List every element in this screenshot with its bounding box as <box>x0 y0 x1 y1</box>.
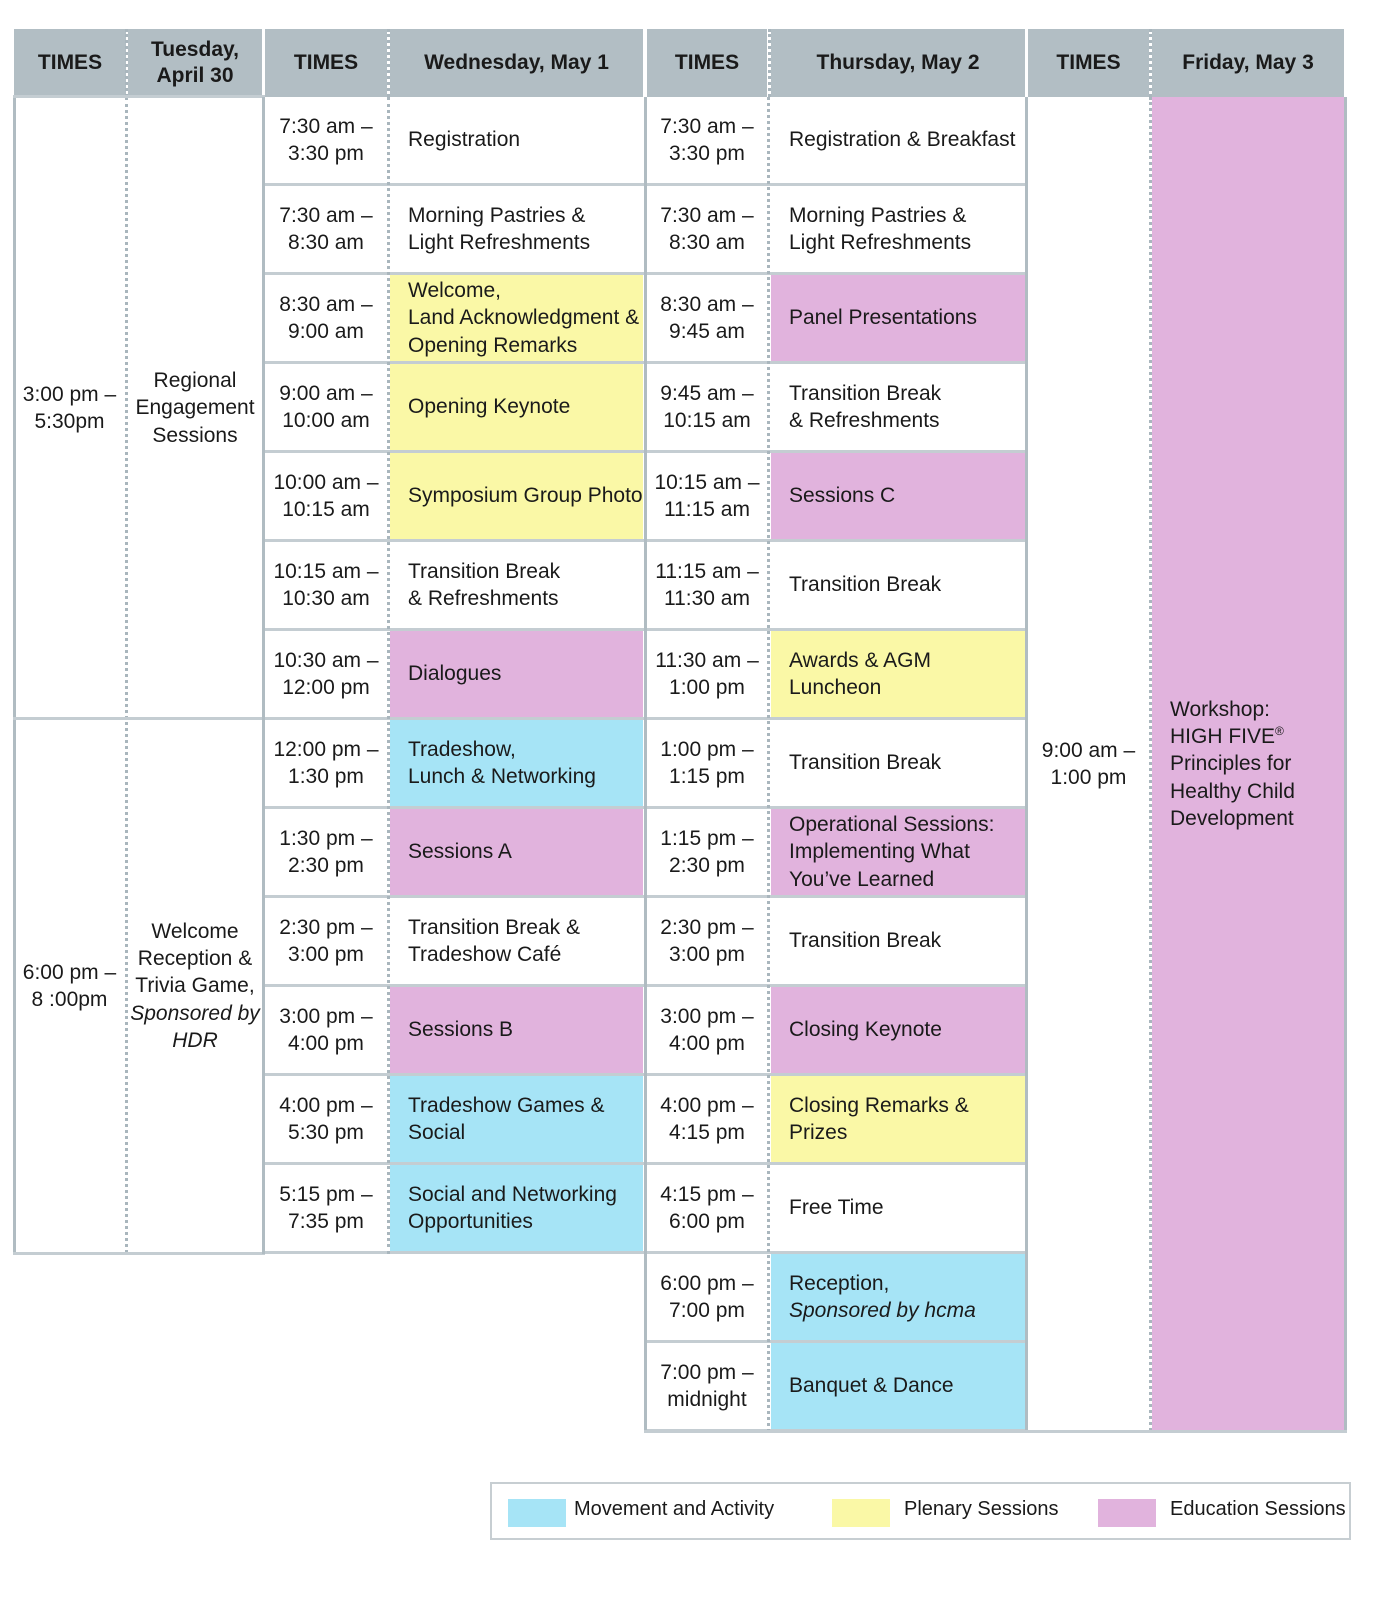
legend-swatch-plenary <box>832 1499 890 1527</box>
time-text-group <box>655 558 759 613</box>
activity-text-group <box>408 393 570 420</box>
tuesday-time-cell <box>14 97 125 719</box>
activity-text: Banquet & Dance <box>789 1374 954 1398</box>
time-cell <box>265 631 387 717</box>
activity-text: You’ve Learned <box>789 867 935 891</box>
activity-text: Reception, <box>789 1271 890 1295</box>
time-text: 8:30 am – <box>279 292 373 316</box>
activity-text: Healthy Child <box>1170 779 1295 803</box>
activity-text: Sessions <box>152 423 238 447</box>
header-divider <box>1149 29 1152 97</box>
activity-text-group <box>789 811 994 893</box>
time-text: 9:00 am – <box>1041 738 1136 762</box>
time-cell <box>265 275 387 361</box>
activity-text: Trivia Game, <box>135 974 255 998</box>
time-text-group <box>279 1092 372 1147</box>
activity-text-group <box>789 380 941 435</box>
time-text: 6:00 pm – <box>22 960 117 984</box>
time-cell <box>647 1165 767 1251</box>
time-text: 10:15 am – <box>654 470 760 494</box>
activity-text: Transition Break <box>789 381 942 405</box>
time-text: 7:30 am – <box>660 203 754 227</box>
friday-time-cell <box>1028 97 1149 1431</box>
time-text: 9:00 am – <box>279 381 373 405</box>
border-line <box>262 97 265 1254</box>
activity-text: Dialogues <box>408 662 502 686</box>
header-friday <box>1152 29 1344 97</box>
time-text: 3:30 pm <box>288 142 364 165</box>
time-text: 9:00 am <box>288 320 364 343</box>
activity-text: Opening Remarks <box>408 333 578 357</box>
activity-cell <box>771 631 1025 717</box>
activity-text: Registration & Breakfast <box>789 128 1016 152</box>
registered-mark: ® <box>1275 724 1284 739</box>
time-text: 4:00 pm – <box>660 1093 754 1117</box>
activity-text: Sessions A <box>408 840 512 864</box>
activity-cell <box>390 631 643 717</box>
time-cell <box>647 720 767 806</box>
activity-cell <box>390 97 643 183</box>
activity-text: Opportunities <box>408 1210 533 1233</box>
time-text: midnight <box>667 1388 747 1411</box>
activity-cell <box>771 987 1025 1073</box>
time-text: 6:00 pm <box>669 1210 745 1233</box>
header-tuesday <box>128 29 262 97</box>
activity-text-group <box>789 571 941 598</box>
header-times-tuesday <box>14 29 126 97</box>
border-line <box>13 1252 265 1255</box>
time-cell <box>647 987 767 1073</box>
activity-cell <box>771 364 1025 450</box>
activity-text: Panel Presentations <box>789 306 977 330</box>
activity-text: Land Acknowledgment & <box>408 306 640 330</box>
activity-cell <box>771 97 1025 183</box>
time-text: 10:00 am <box>282 409 370 432</box>
time-cell <box>647 97 767 183</box>
time-text: 3:00 pm – <box>22 382 117 406</box>
legend-label-movement: Movement and Activity <box>574 1498 775 1520</box>
header-times-wednesday <box>265 29 387 97</box>
time-text-group <box>273 558 378 613</box>
time-text: 1:00 pm <box>669 676 745 699</box>
activity-text: Sessions C <box>789 484 896 508</box>
activity-cell <box>771 720 1025 806</box>
time-cell <box>265 97 387 183</box>
border-line <box>1344 97 1347 1433</box>
time-cell <box>647 809 767 895</box>
activity-text-group <box>408 558 560 613</box>
time-text: 3:00 pm <box>288 943 364 966</box>
time-cell <box>647 631 767 717</box>
activity-text-group <box>789 1092 1025 1147</box>
activity-text-group <box>789 202 971 257</box>
legend <box>490 1482 1351 1540</box>
time-text-group <box>654 469 759 524</box>
activity-text-group <box>789 126 1015 153</box>
time-cell <box>265 987 387 1073</box>
time-text: 8 :00pm <box>31 988 108 1011</box>
time-text: 1:15 pm <box>669 765 745 788</box>
activity-text-group <box>408 126 520 153</box>
time-text-group <box>23 381 116 436</box>
time-text: 10:15 am <box>663 409 751 432</box>
time-text: 9:45 am <box>669 320 745 343</box>
legend-label-education: Education Sessions <box>1170 1498 1346 1520</box>
activity-text: Regional <box>153 369 237 393</box>
time-cell <box>265 898 387 984</box>
time-cell <box>647 186 767 272</box>
friday-activity-cell <box>1152 97 1344 1431</box>
activity-text-group <box>408 482 643 509</box>
activity-text-group <box>130 918 260 1054</box>
tuesday-time-cell <box>14 719 125 1253</box>
time-text-group <box>660 825 753 880</box>
time-cell <box>265 542 387 628</box>
time-cell <box>647 275 767 361</box>
time-text: 5:30pm <box>34 410 105 433</box>
time-text: 11:15 am <box>663 498 750 521</box>
time-text: 2:30 pm <box>288 854 364 877</box>
activity-text: Implementing What <box>789 840 970 864</box>
activity-text-group <box>789 304 977 331</box>
header-label: Wednesday, May 1 <box>424 50 609 74</box>
time-text: 5:15 pm – <box>279 1182 373 1206</box>
time-text: 6:00 pm – <box>660 1271 754 1295</box>
activity-text: Reception & <box>137 947 253 971</box>
activity-text-group <box>408 914 580 969</box>
activity-text-group <box>789 1372 954 1399</box>
activity-text: Principles for <box>1170 752 1292 776</box>
time-cell <box>265 720 387 806</box>
time-text: 10:00 am – <box>273 470 379 494</box>
time-text-group <box>660 1359 753 1414</box>
row-divider <box>263 1251 644 1254</box>
activity-cell <box>771 809 1025 895</box>
activity-text: Symposium Group Photo <box>408 484 643 508</box>
time-text-group <box>655 647 759 702</box>
time-text: 4:00 pm <box>288 1032 364 1055</box>
activity-cell <box>390 1165 643 1251</box>
sponsor-text: HDR <box>172 1028 218 1052</box>
time-text: 1:30 pm <box>288 765 364 788</box>
time-text-group <box>23 959 116 1014</box>
time-text-group <box>660 202 753 257</box>
time-text-group <box>660 380 753 435</box>
time-text: 8:30 am – <box>660 292 754 316</box>
time-text: 4:00 pm – <box>279 1093 373 1117</box>
time-text: 1:00 pm <box>1050 766 1127 789</box>
activity-text: Light Refreshments <box>408 231 591 254</box>
activity-cell <box>771 186 1025 272</box>
activity-text: Tradeshow Games & Social <box>408 1093 605 1144</box>
time-text-group <box>660 113 753 168</box>
header-label: TIMES <box>37 50 103 74</box>
activity-text-group <box>408 736 596 791</box>
activity-text: Workshop: <box>1170 697 1270 721</box>
time-cell <box>265 1165 387 1251</box>
time-text: 3:00 pm – <box>279 1004 373 1028</box>
activity-cell <box>771 542 1025 628</box>
activity-text-group <box>408 1092 643 1147</box>
tuesday-activity-cell <box>128 719 262 1253</box>
time-text-group <box>660 914 753 969</box>
time-cell <box>647 364 767 450</box>
time-text: 8:30 am <box>669 231 745 254</box>
time-text: 10:30 am <box>282 587 370 610</box>
time-cell <box>647 1254 767 1340</box>
activity-cell <box>771 1165 1025 1251</box>
sponsor-text: Sponsored by hcma <box>789 1299 976 1322</box>
activity-text: Awards & AGM Luncheon <box>789 648 931 699</box>
sponsor-text: Sponsored by <box>130 1001 260 1025</box>
activity-text-group <box>408 1181 617 1236</box>
header-divider <box>125 29 128 97</box>
column-divider <box>125 97 128 1253</box>
time-cell <box>265 453 387 539</box>
legend-swatch-movement <box>508 1499 566 1527</box>
activity-text: Light Refreshments <box>789 231 972 254</box>
activity-text <box>1170 723 1295 750</box>
time-text: 10:15 am – <box>273 559 379 583</box>
time-text: 11:30 am <box>663 587 750 610</box>
activity-text-group <box>789 1194 884 1221</box>
activity-text-group <box>408 202 590 257</box>
activity-text: Social and Networking <box>408 1182 617 1206</box>
activity-text-group <box>408 838 512 865</box>
activity-text: & Refreshments <box>789 409 940 432</box>
activity-text: & Refreshments <box>408 587 559 610</box>
time-text: 7:30 am – <box>660 114 754 138</box>
column-divider <box>767 97 770 1432</box>
time-text: 10:15 am <box>282 498 370 521</box>
header-label: TIMES <box>293 50 359 74</box>
activity-cell <box>771 453 1025 539</box>
header-thursday <box>771 29 1025 97</box>
header-label: Thursday, May 2 <box>816 50 980 74</box>
activity-text: Transition Break <box>789 929 942 953</box>
time-cell <box>647 1343 767 1429</box>
time-text-group <box>279 113 372 168</box>
time-cell <box>265 186 387 272</box>
time-text: 3:00 pm – <box>660 1004 754 1028</box>
time-text: 11:30 am – <box>655 648 759 672</box>
time-text-group <box>279 291 372 346</box>
time-text: 12:00 pm <box>282 676 370 699</box>
time-text: 1:30 pm – <box>279 826 373 850</box>
header-label: TIMES <box>674 50 740 74</box>
activity-text-group <box>789 482 895 509</box>
activity-text: Engagement <box>135 396 255 420</box>
activity-cell <box>390 542 643 628</box>
header-label: TIMES <box>1056 50 1121 74</box>
activity-text: Registration <box>408 128 521 152</box>
time-text: 4:00 pm <box>669 1032 745 1055</box>
activity-text: Tradeshow, <box>408 737 516 761</box>
activity-text-group <box>408 1016 513 1043</box>
time-text: 2:30 pm <box>669 854 745 877</box>
time-cell <box>647 1076 767 1162</box>
time-text: 2:30 pm – <box>279 915 373 939</box>
header-times-friday <box>1028 29 1149 97</box>
header-label: April 30 <box>156 64 234 87</box>
time-text-group <box>660 1270 753 1325</box>
time-cell <box>265 1076 387 1162</box>
activity-cell <box>390 275 643 361</box>
activity-text: Transition Break <box>789 573 942 597</box>
time-cell <box>647 453 767 539</box>
activity-cell <box>390 898 643 984</box>
row-divider <box>13 717 265 720</box>
activity-text: Lunch & Networking <box>408 765 596 788</box>
activity-cell <box>771 898 1025 984</box>
border-line <box>644 97 647 1432</box>
activity-text: Welcome <box>151 919 239 943</box>
activity-text-group <box>789 927 941 954</box>
activity-text: Sessions B <box>408 1018 514 1042</box>
activity-text-group <box>408 277 639 359</box>
column-divider <box>1149 97 1152 1431</box>
time-text-group <box>279 825 372 880</box>
border-line <box>13 95 265 98</box>
activity-text: Closing Keynote <box>789 1018 942 1042</box>
time-text: 8:30 am <box>288 231 364 254</box>
header-times-thursday <box>647 29 767 97</box>
activity-cell <box>771 1076 1025 1162</box>
activity-text-group <box>789 647 1025 702</box>
activity-cell <box>390 1076 643 1162</box>
activity-text: Morning Pastries & <box>408 203 586 227</box>
time-text: 1:00 pm – <box>660 737 754 761</box>
time-text: 3:00 pm <box>669 943 745 966</box>
time-text-group <box>660 1181 753 1236</box>
legend-swatch-education <box>1098 1499 1156 1527</box>
time-text: 4:15 pm <box>669 1121 745 1144</box>
time-text: 3:30 pm <box>669 142 745 165</box>
activity-cell <box>390 720 643 806</box>
time-cell <box>265 809 387 895</box>
time-text: 1:15 pm – <box>660 826 754 850</box>
activity-cell <box>771 1343 1025 1429</box>
activity-cell <box>771 1254 1025 1340</box>
activity-cell <box>390 364 643 450</box>
time-text-group <box>279 1003 372 1058</box>
tuesday-activity-cell <box>128 97 262 719</box>
activity-text-group <box>135 367 254 449</box>
time-text: 10:30 am – <box>273 648 379 672</box>
header-wednesday <box>390 29 643 97</box>
time-text: 7:30 am – <box>279 114 373 138</box>
time-text-group <box>273 736 378 791</box>
time-text-group <box>660 1003 753 1058</box>
time-cell <box>647 542 767 628</box>
time-text: 4:15 pm – <box>660 1182 754 1206</box>
time-text-group <box>660 1092 753 1147</box>
header-divider <box>387 29 390 97</box>
activity-text: Operational Sessions: <box>789 813 995 837</box>
activity-text: Opening Keynote <box>408 395 571 419</box>
time-text: 7:00 pm <box>669 1299 745 1322</box>
header-label: Tuesday, <box>151 37 239 61</box>
activity-text-group <box>789 1270 976 1325</box>
legend-label-plenary: Plenary Sessions <box>904 1498 1059 1520</box>
activity-cell <box>390 186 643 272</box>
activity-text: Transition Break <box>789 751 942 775</box>
activity-text: Transition Break & <box>408 915 580 939</box>
time-text: 2:30 pm – <box>660 915 754 939</box>
time-text: 7:35 pm <box>288 1210 364 1233</box>
activity-text: Closing Remarks & Prizes <box>789 1093 969 1144</box>
activity-cell <box>390 453 643 539</box>
time-text: 5:30 pm <box>288 1121 364 1144</box>
activity-text-group <box>789 749 941 776</box>
activity-text: Morning Pastries & <box>789 203 967 227</box>
time-text-group <box>660 291 753 346</box>
border-line <box>13 95 16 1255</box>
border-line <box>1025 97 1028 1431</box>
time-text-group <box>660 736 753 791</box>
activity-cell <box>390 987 643 1073</box>
time-text-group <box>273 647 378 702</box>
column-divider <box>387 97 390 1254</box>
activity-text: Development <box>1170 806 1294 830</box>
time-text: 7:30 am – <box>279 203 373 227</box>
time-text-group <box>279 914 372 969</box>
activity-cell <box>771 275 1025 361</box>
time-text-group <box>279 1181 372 1236</box>
time-text-group <box>279 380 372 435</box>
time-text: 11:15 am – <box>655 559 759 583</box>
time-text: 9:45 am – <box>660 381 754 405</box>
activity-text: Free Time <box>789 1196 884 1220</box>
time-text: 7:00 pm – <box>660 1360 754 1384</box>
time-text-group <box>279 202 372 257</box>
header-label: Friday, May 3 <box>1182 50 1314 74</box>
time-cell <box>647 898 767 984</box>
header-divider <box>768 29 771 97</box>
activity-text-group <box>408 660 501 687</box>
border-line <box>644 1430 1347 1433</box>
time-text: 12:00 pm – <box>273 737 379 761</box>
activity-text: Transition Break <box>408 559 561 583</box>
activity-text-group <box>789 1016 942 1043</box>
activity-cell <box>390 809 643 895</box>
activity-text: Welcome, <box>408 279 501 303</box>
activity-text: HIGH FIVE <box>1170 725 1276 749</box>
activity-text: Tradeshow Café <box>408 943 562 966</box>
time-text-group <box>273 469 378 524</box>
time-cell <box>265 364 387 450</box>
